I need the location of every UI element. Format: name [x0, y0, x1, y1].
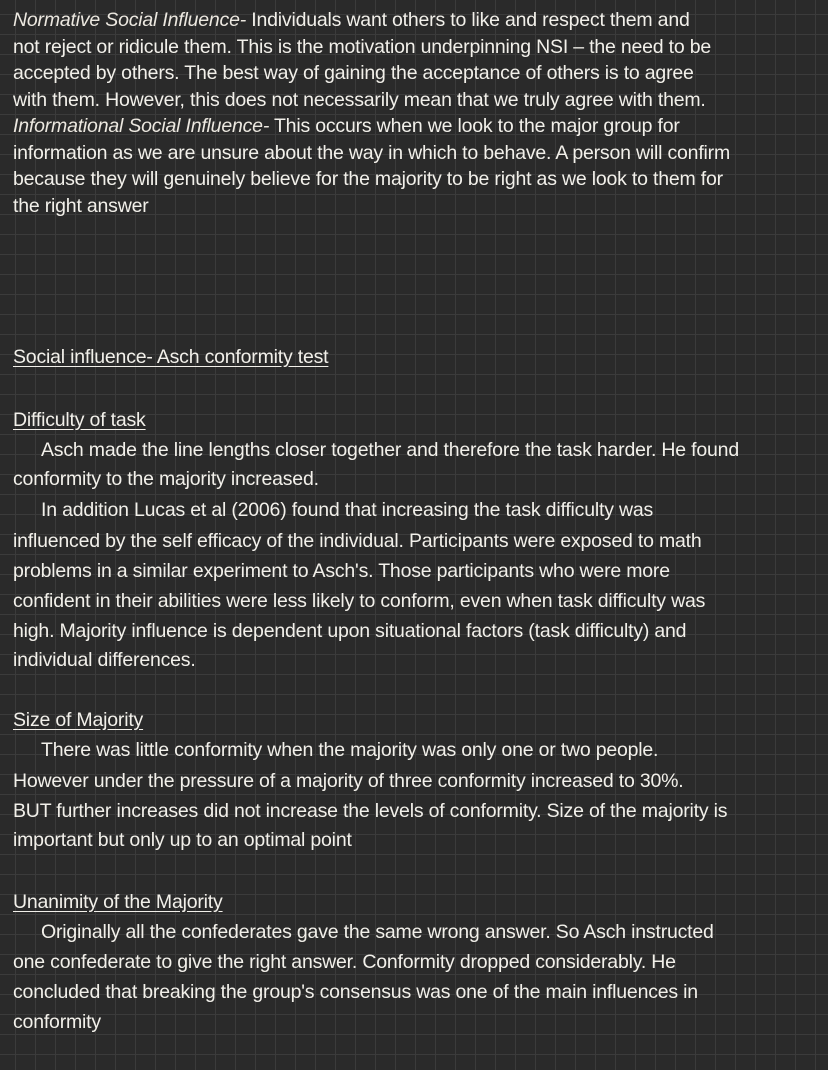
- text-line: the right answer: [13, 195, 149, 217]
- text-line: important but only up to an optimal point: [13, 829, 352, 851]
- text-line: high. Majority influence is dependent upon situational factors (task difficulty) and: [13, 620, 687, 642]
- unanimity-heading: Unanimity of the Majority: [13, 891, 223, 913]
- text-line: influenced by the self efficacy of the individual. Participants were exposed to math: [13, 530, 702, 552]
- isi-line: [13, 113, 680, 139]
- text-line: confident in their abilities were less likely to conform, even when task difficulty was: [13, 590, 706, 612]
- text-line: individual differences.: [13, 649, 196, 671]
- nsi-line: [13, 7, 690, 33]
- text-line: In addition Lucas et al (2006) found that increasing the task difficulty was: [41, 499, 654, 521]
- nsi-definition: Individuals want others to like and respect them and: [246, 9, 690, 31]
- section-title: Social influence- Asch conformity test: [13, 346, 329, 368]
- text-line: one confederate to give the right answer. Conformity dropped considerably. He: [13, 951, 676, 973]
- text-line: information as we are unsure about the way in which to behave. A person will confirm: [13, 142, 731, 164]
- text-line: accepted by others. The best way of gaining the acceptance of others is to agree: [13, 62, 694, 84]
- text-line: because they will genuinely believe for the majority to be right as we look to them for: [13, 168, 723, 190]
- text-line: problems in a similar experiment to Asch's. Those participants who were more: [13, 560, 670, 582]
- isi-term: Informational Social Influence-: [13, 115, 270, 137]
- isi-definition: This occurs when we look to the major group for: [269, 115, 680, 137]
- text-line: Asch made the line lengths closer together and therefore the task harder. He found: [41, 439, 739, 461]
- difficulty-heading: Difficulty of task: [13, 409, 146, 431]
- text-line: concluded that breaking the group's consensus was one of the main influences in: [13, 981, 698, 1003]
- text-line: Originally all the confederates gave the same wrong answer. So Asch instructed: [41, 921, 714, 943]
- text-line: conformity: [13, 1011, 101, 1033]
- text-line: conformity to the majority increased.: [13, 468, 319, 490]
- nsi-term: Normative Social Influence-: [13, 9, 247, 31]
- text-line: There was little conformity when the majority was only one or two people.: [41, 739, 659, 761]
- text-line: not reject or ridicule them. This is the motivation underpinning NSI – the need to be: [13, 36, 712, 58]
- text-line: BUT further increases did not increase the levels of conformity. Size of the majority is: [13, 800, 728, 822]
- text-line: However under the pressure of a majority of three conformity increased to 30%.: [13, 770, 684, 792]
- size-heading: Size of Majority: [13, 709, 144, 731]
- text-line: with them. However, this does not necessarily mean that we truly agree with them.: [13, 89, 706, 111]
